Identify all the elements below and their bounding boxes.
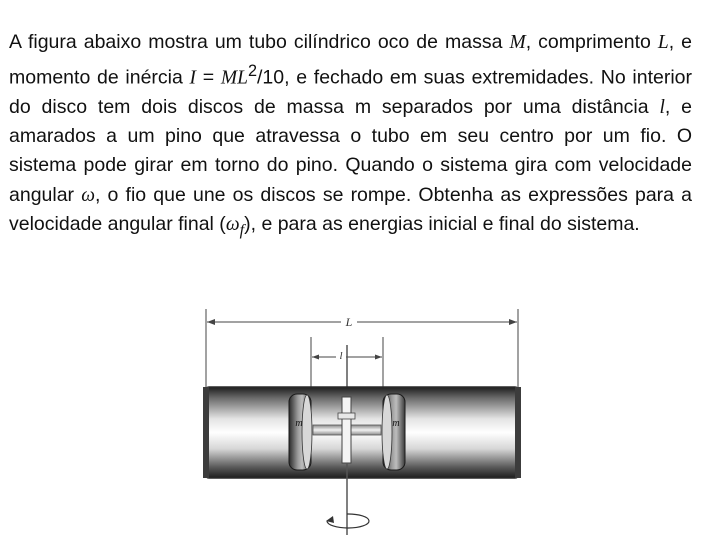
label-L: L bbox=[345, 315, 353, 329]
text-segment: , e amarados a um pino que atravessa o tubo em seu centro por um fio. O sistema pode girar em torno do pino. Quando o sistema gira com velocidade angular bbox=[9, 95, 692, 206]
symbol-omega-final: ω bbox=[225, 213, 240, 235]
problem-paragraph bbox=[9, 28, 692, 245]
label-m-right: m bbox=[392, 418, 400, 429]
tube-figure bbox=[195, 297, 540, 542]
text-segment: A figura abaixo mostra um tubo cilíndrico oco de massa bbox=[9, 31, 510, 53]
central-pin bbox=[342, 397, 351, 463]
tube-diagram bbox=[195, 297, 540, 542]
text-segment: /10, e fechado em suas extremidades. No interior do disco tem dois discos de massa m separados por uma distância bbox=[9, 66, 692, 118]
subscript-f: f bbox=[239, 220, 245, 239]
disk-right bbox=[382, 394, 405, 470]
symbol-mass-tube: M bbox=[509, 32, 526, 53]
text-segment: = bbox=[196, 66, 221, 89]
symbol-inertia: I bbox=[189, 67, 197, 89]
problem-statement bbox=[9, 28, 692, 245]
tube-end-cap-left bbox=[203, 387, 209, 478]
symbol-ml: ML bbox=[220, 67, 248, 89]
symbol-omega: ω bbox=[81, 184, 95, 206]
pin-collar bbox=[338, 413, 355, 419]
text-segment: ), e para as energias inicial e final do sistema. bbox=[244, 212, 640, 235]
disk-left bbox=[289, 394, 312, 470]
label-m-left: m bbox=[295, 418, 303, 429]
text-segment: , o fio que une os discos se rompe. Obtenha as expressões para a velocidade angular final ( bbox=[9, 183, 692, 235]
symbol-length: L bbox=[657, 32, 669, 53]
length-dimension bbox=[206, 309, 518, 392]
label-l: l bbox=[339, 350, 343, 362]
text-segment: , comprimento bbox=[525, 31, 658, 53]
text-segment: , e momento de inércia bbox=[9, 31, 692, 89]
exponent: 2 bbox=[247, 62, 257, 81]
symbol-distance: l bbox=[659, 96, 665, 118]
tube-end-cap-right bbox=[515, 387, 521, 478]
